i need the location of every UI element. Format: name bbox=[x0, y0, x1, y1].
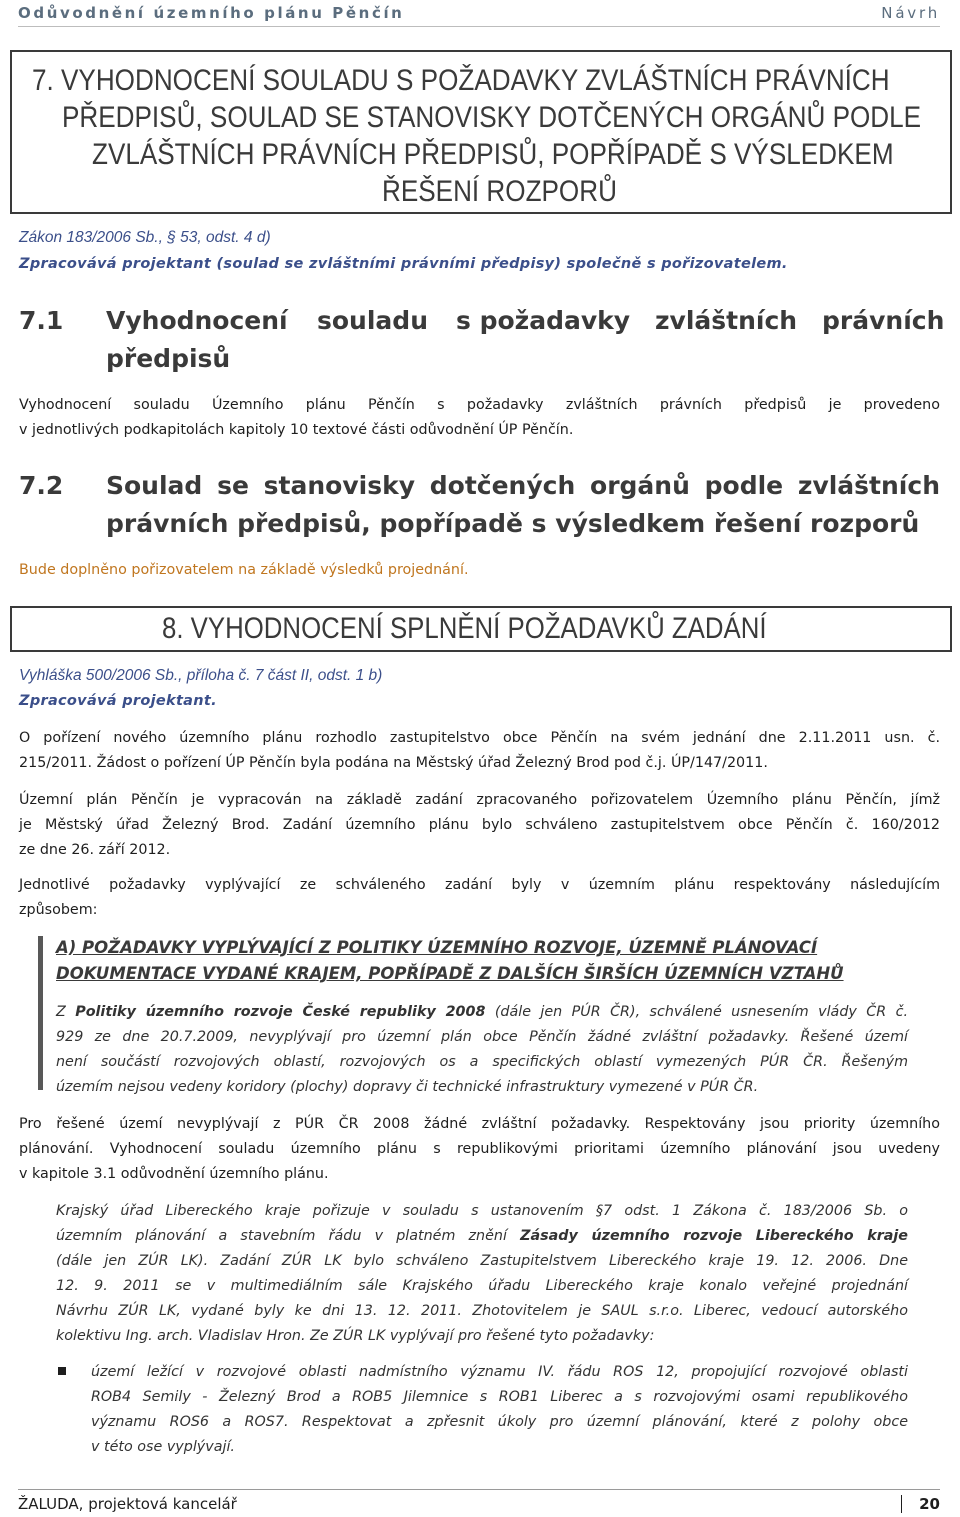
section-a-title-line: DOKUMENTACE VYDANÉ KRAJEM, POPŘÍPADĚ Z DALŠÍCH ŠIRŠÍCH ÚZEMNÍCH VZTAHŮ bbox=[56, 964, 844, 983]
chapter-7-title-line: 7. VYHODNOCENÍ SOULADU S POŽADAVKY ZVLÁŠTNÍCH PRÁVNÍCH bbox=[32, 64, 890, 97]
section-7-1-number: 7.1 bbox=[19, 306, 64, 335]
text-line: Vyhodnocení souladu Územního plánu Pěnčín s požadavky zvláštních právních předpisů je provedeno bbox=[19, 397, 940, 413]
paragraph-3 bbox=[19, 873, 940, 923]
section-7-2-title-line: Soulad se stanovisky dotčených orgánů podle zvláštních bbox=[106, 471, 940, 500]
text-line: Územní plán Pěnčín je vypracován na základě zadání zpracovaného pořizovatelem Územního plánu Pěnčín, jímž bbox=[19, 792, 940, 808]
pur-title: Politiky územního rozvoje České republiky 2008 bbox=[75, 1004, 486, 1020]
paragraph-1 bbox=[19, 726, 940, 776]
text-line: Pro řešené území nevyplývají z PÚR ČR 2008 žádné zvláštní požadavky. Respektovány jsou priority územního bbox=[19, 1116, 940, 1132]
text-line: Návrhu ZÚR LK, vydané byly ke dni 13. 12. 2011. Zhotovitelem je SAUL s.r.o. Liberec, vedoucí autorského bbox=[56, 1303, 908, 1319]
running-header bbox=[18, 2, 940, 27]
text-line: v kapitole 3.1 odůvodnění územního plánu. bbox=[19, 1166, 329, 1182]
chapter-7-title-line: PŘEDPISŮ, SOULAD SE STANOVISKY DOTČENÝCH ORGÁNŮ PODLE bbox=[62, 101, 922, 134]
text-line: Z Politiky územního rozvoje České republiky 2008 (dále jen PÚR ČR), schválené usnesením vlády ČR č. bbox=[56, 1004, 908, 1020]
footer-divider bbox=[18, 1489, 940, 1490]
text-line: způsobem: bbox=[19, 902, 98, 918]
paragraph-4 bbox=[19, 1112, 940, 1187]
section-a-text bbox=[56, 1000, 908, 1100]
chapter-8-title: 8. VYHODNOCENÍ SPLNĚNÍ POŽADAVKŮ ZADÁNÍ bbox=[162, 612, 767, 645]
text-line: O pořízení nového územního plánu rozhodlo zastupitelstvo obce Pěnčín na svém jednání dne 2.11.2011 usn. č. bbox=[19, 730, 940, 746]
text-line: Jednotlivé požadavky vyplývající ze schváleného zadání byly v územním plánu respektovány následujícím bbox=[19, 877, 940, 893]
text-line: 12. 9. 2011 se v multimediálním sále Krajského úřadu Libereckého kraje konalo veřejné projednání bbox=[56, 1278, 908, 1294]
text-line: územním plánování a stavebním řádu v platném znění Zásady územního rozvoje Libereckého kraje bbox=[56, 1228, 908, 1244]
text-line: významu ROS6 a ROS7. Respektovat a zpřesnit úkoly pro územní plánování, které z polohy obce bbox=[91, 1414, 908, 1430]
text-line: je Městský úřad Železný Brod. Zadání územního plánu bylo schváleno zastupitelstvem obce Pěnčín č. 160/2012 bbox=[19, 817, 940, 833]
square-bullet-icon bbox=[58, 1367, 66, 1375]
text-line: územím nejsou vedeny koridory (plochy) dopravy či technické infrastruktury vymezené v PÚR ČR. bbox=[56, 1079, 759, 1095]
header-doc-title: Odůvodnění územního plánu Pěnčín bbox=[18, 4, 405, 22]
section-7-1-heading bbox=[19, 302, 945, 382]
section-7-1-title-word: zvláštních bbox=[655, 306, 798, 335]
section-7-1-title-word: s požadavky bbox=[456, 306, 631, 335]
quote-bar bbox=[38, 936, 43, 1090]
zur-paragraph bbox=[56, 1199, 908, 1349]
chapter-7-heading-box bbox=[10, 50, 952, 214]
chapter-7-title-line: ZVLÁŠTNÍCH PRÁVNÍCH PŘEDPISŮ, POPŘÍPADĚ S VÝSLEDKEM bbox=[92, 138, 894, 171]
zur-title: Zásady územního rozvoje Libereckého kraje bbox=[520, 1228, 908, 1244]
text-line: ze dne 26. září 2012. bbox=[19, 842, 171, 858]
section-7-1-title-line: předpisů bbox=[106, 344, 231, 373]
text-line: (dále jen ZÚR LK). Zadání ZÚR LK bylo schváleno Zastupitelstvem Libereckého kraje 19. 12. 2006. Dne bbox=[56, 1253, 908, 1269]
page-number: 20 bbox=[901, 1495, 940, 1513]
section-7-2-note bbox=[19, 558, 940, 583]
text-line: Krajský úřad Libereckého kraje pořizuje v souladu s ustanovením §7 odst. 1 Zákona č. 183/2006 Sb. o bbox=[56, 1203, 908, 1219]
section-7-1-title-word: právních bbox=[822, 306, 945, 335]
text-line: v jednotlivých podkapitolách kapitoly 10 textové části odůvodnění ÚP Pěnčín. bbox=[19, 422, 574, 438]
chapter-7-processor: Zpracovává projektant (soulad se zvláštními právními předpisy) společně s pořizovatelem. bbox=[19, 256, 788, 272]
section-7-2-heading bbox=[19, 467, 940, 547]
section-7-2-number: 7.2 bbox=[19, 471, 64, 500]
text-line: kolektivu Ing. arch. Vladislav Hron. Ze ZÚR LK vyplývají pro řešené tyto požadavky: bbox=[56, 1328, 655, 1344]
text-line: území ležící v rozvojové oblasti nadmístního významu IV. řádu ROS 12, propojující rozvojové oblasti bbox=[91, 1364, 908, 1380]
text-line: ROB4 Semily - Železný Brod a ROB5 Jilemnice s ROB1 Liberec a s rozvojovými osami republikového bbox=[91, 1389, 908, 1405]
text-line: v této ose vyplývají. bbox=[91, 1439, 235, 1455]
section-7-2-title-line: právních předpisů, popřípadě s výsledkem řešení rozporů bbox=[106, 509, 920, 538]
section-7-1-title-word: souladu bbox=[317, 306, 428, 335]
text-line: plánování. Vyhodnocení souladu územního plánu s republikovými prioritami územního plánování jsou uvedeny bbox=[19, 1141, 940, 1157]
section-7-1-title-word: Vyhodnocení bbox=[106, 306, 288, 335]
paragraph-2 bbox=[19, 788, 940, 863]
text-line: Bude doplněno pořizovatelem na základě výsledků projednání. bbox=[19, 562, 469, 578]
header-status: Návrh bbox=[881, 4, 940, 22]
chapter-8-law-ref: Vyhláška 500/2006 Sb., příloha č. 7 část II, odst. 1 b) bbox=[19, 667, 383, 684]
text-line: 929 ze dne 20.7.2009, nevyplývají pro územní plán obce Pěnčín žádné zvláštní požadavky. Řešené území bbox=[56, 1029, 908, 1045]
bullet-item bbox=[91, 1360, 908, 1460]
text-line: 215/2011. Žádost o pořízení ÚP Pěnčín byla podána na Městský úřad Železný Brod pod č.j. ÚP/147/2011. bbox=[19, 755, 768, 771]
chapter-7-title-line: ŘEŠENÍ ROZPORŮ bbox=[382, 175, 617, 208]
text-line: není součástí rozvojových oblastí, rozvojových os a specifických oblastí vymezených PÚR ČR. Řešeným bbox=[56, 1054, 908, 1070]
chapter-8-heading-box bbox=[10, 606, 952, 652]
footer-company: ŽALUDA, projektová kancelář bbox=[18, 1495, 237, 1513]
chapter-8-processor: Zpracovává projektant. bbox=[19, 693, 217, 709]
section-a-title-line: A) POŽADAVKY VYPLÝVAJÍCÍ Z POLITIKY ÚZEMNÍHO ROZVOJE, ÚZEMNĚ PLÁNOVACÍ bbox=[56, 938, 818, 957]
chapter-7-law-ref: Zákon 183/2006 Sb., § 53, odst. 4 d) bbox=[19, 229, 271, 246]
section-7-1-text bbox=[19, 393, 940, 443]
